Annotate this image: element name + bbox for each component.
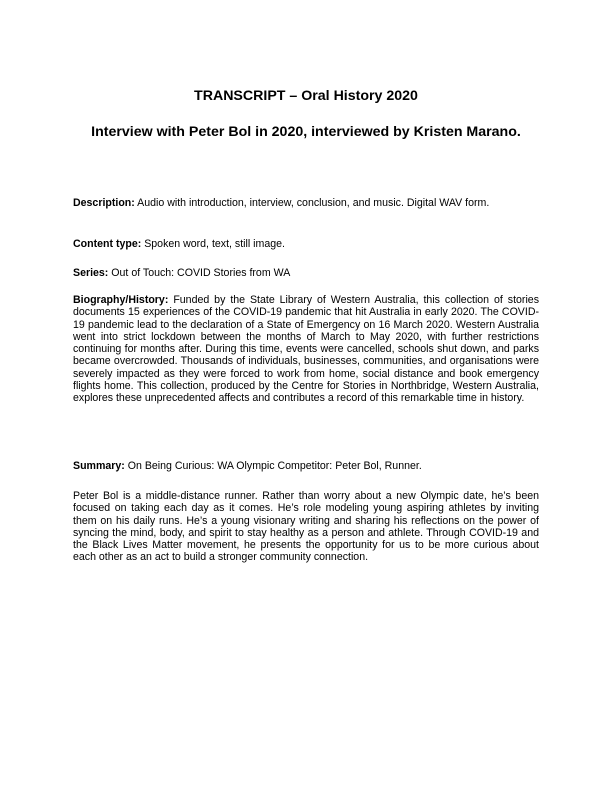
biography-value: Funded by the State Library of Western Australia, this collection of stories documents 15 experiences of the COVID-19 pandemic that hit Australia in early 2020. The COVID-19 pandemic lead to the declaration of a State of Emergency on 16 March 2020. Western Australia went into strict lockdown between the months of March to May 2020, with further restrictions continuing for months after. During this time, events were cancelled, schools shut down, and parks became overcrowded. Thousands of individuals, businesses, communities, and organisations were severely impacted as they were forced to work from home, social distance and book emergency flights home. This collection, produced by the Centre for Stories in Northbridge, Western Australia, explores these unprecedented affects and contributes a record of this remarkable time in history.: [73, 294, 539, 405]
document-subtitle: Interview with Peter Bol in 2020, interviewed by Kristen Marano.: [91, 124, 521, 140]
document-title: TRANSCRIPT – Oral History 2020: [194, 88, 418, 104]
series-value: Out of Touch: COVID Stories from WA: [111, 267, 291, 279]
summary-value: On Being Curious: WA Olympic Competitor: Peter Bol, Runner.: [127, 460, 422, 472]
content-type-value: Spoken word, text, still image.: [144, 238, 285, 250]
content-type-label: Content type:: [73, 238, 142, 250]
content-type-paragraph: [73, 238, 539, 250]
body-paragraph: Peter Bol is a middle-distance runner. Rather than worry about a new Olympic date, he’s been focused on taking each day as it comes. He’s role modeling young aspiring athletes by inviting them on his daily runs. He’s a young visionary writing and sharing his reflections on the power of syncing the mind, body, and spirit to stay healthy as a person and athlete. Through COVID-19 and the Black Lives Matter movement, he presents the opportunity for us to be more curious about each other as an act to build a stronger community connection.: [73, 490, 539, 564]
description-label: Description:: [73, 197, 135, 209]
summary-paragraph: [73, 460, 539, 472]
biography-paragraph: [73, 294, 539, 405]
description-paragraph: [73, 197, 539, 209]
summary-label: Summary:: [73, 460, 125, 472]
description-value: Audio with introduction, interview, conclusion, and music. Digital WAV form.: [137, 197, 490, 209]
series-paragraph: [73, 267, 539, 279]
series-label: Series:: [73, 267, 109, 279]
biography-label: Biography/History:: [73, 294, 169, 306]
